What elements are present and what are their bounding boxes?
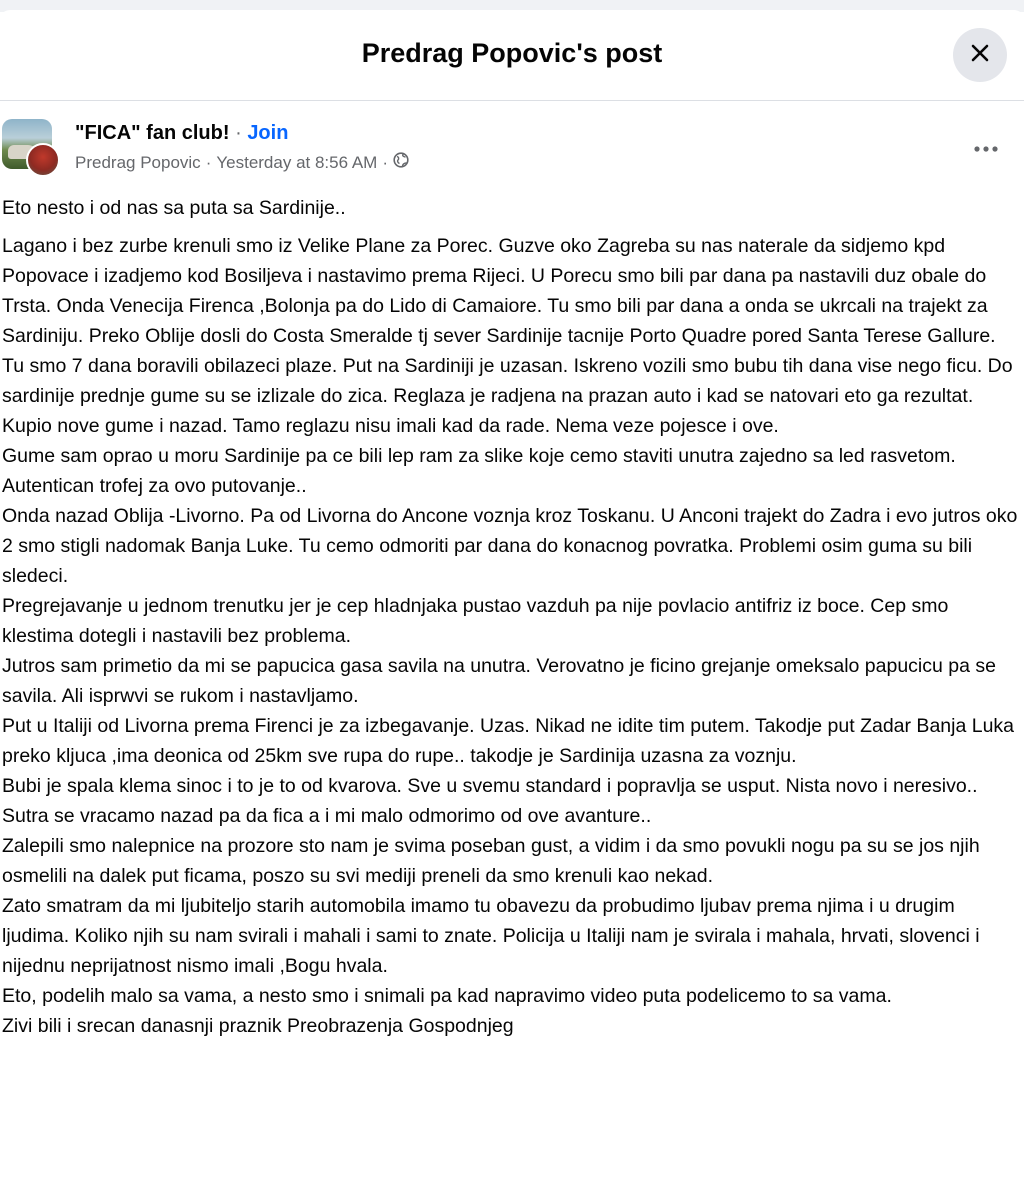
more-options-icon: [973, 140, 999, 158]
user-avatar[interactable]: [26, 143, 60, 177]
join-link[interactable]: Join: [247, 122, 289, 144]
post-paragraph: Zalepili smo nalepnice na prozore sto nam je svima poseban gust, a vidim i da smo povukli nogu pa su se jos njih osmelili na dalek put ficama, poszo su svi mediji preneli da smo krenuli kao nekad.: [2, 835, 986, 887]
post-first-line: Eto nesto i od nas sa puta sa Sardinije..: [2, 197, 346, 219]
post-paragraph: Jutros sam primetio da mi se papucica gasa savila na unutra. Verovatno je ficino grejanje omeksalo papucicu pa se savila. Ali isprwvi se rukom i nastavljamo.: [2, 655, 1002, 707]
post-text: [2, 193, 1023, 1041]
separator: ·: [235, 122, 242, 144]
close-icon: [970, 43, 990, 68]
post-paragraph: Pregrejavanje u jednom trenutku jer je cep hladnjaka pustao vazduh pa nije povlacio antifriz iz boce. Cep smo klestima dotegli i nastavili bez problema.: [2, 595, 954, 647]
dialog-title: Predrag Popovic's post: [361, 38, 663, 68]
post-paragraph: Put u Italiji od Livorna prema Firenci je za izbegavanje. Uzas. Nikad ne idite tim putem. Takodje put Zadar Banja Luka preko kljuca ,ima deonica od 25km sve rupa do rupe.. takodje je Sardinija uzasna za voznju.: [2, 715, 1020, 767]
timestamp-link[interactable]: Yesterday at 8:56 AM: [216, 152, 378, 172]
author-link[interactable]: Predrag Popovic: [75, 152, 201, 172]
post-paragraph: Zato smatram da mi ljubiteljo starih automobila imamo tu obavezu da probudimo ljubav prema njima i u drugim ljudima. Koliko njih su nam svirali i mahali i sami to znate. Policija u Italiji nam je svirala i mahala, hrvati, slovenci i nijednu neprijatnost nismo imali ,Bogu hvala.: [2, 895, 985, 977]
post-paragraph: Lagano i bez zurbe krenuli smo iz Velike Plane za Porec. Guzve oko Zagreba su nas naterale da sidjemo kpd Popovace i izadjemo kod Bosiljeva i nastavimo prema Rijeci. U Porecu smo bili par dana pa nastavili duz obale do Trsta. Onda Venecija Firenca ,Bolonja pa do Lido di Camaiore. Tu smo bili par dana a onda se ukrcali na trajekt za Sardiniju. Preko Oblije dosli do Costa Smeralde tj sever Sardinije tacnije Porto Quadre pored Santa Terese Gallure.: [2, 235, 996, 347]
more-options-button[interactable]: [964, 133, 1008, 165]
post-paragraph: Sutra se vracamo nazad pa da fica a i mi malo odmorimo od ove avanture..: [2, 805, 652, 827]
post-paragraph: Onda nazad Oblija -Livorno. Pa od Livorna do Ancone voznja kroz Toskanu. U Anconi trajekt do Zadra i evo jutros oko 2 smo stigli nadomak Banja Luke. Tu cemo odmoriti par dana do konacnog povratka. Problemi osim guma su bili sledeci.: [2, 505, 1023, 587]
post-dialog: [0, 10, 1024, 1204]
post-paragraph: Tu smo 7 dana boravili obilazeci plaze. Put na Sardiniji je uzasan. Iskreno vozili smo bubu tih dana vise nego ficu. Do sardinije prednje gume su se izlizale do zica. Reglaza je radjena na prazan auto i kad se natovari eto ga rezultat. Kupio nove gume i nazad. Tamo reglazu nisu imali kad da rade. Nema veze pojesce i ove.: [2, 355, 1019, 437]
post-paragraph: Zivi bili i srecan danasnji praznik Preobrazenja Gospodnjeg: [2, 1015, 514, 1037]
globe-icon[interactable]: [393, 152, 409, 173]
post-paragraph: Bubi je spala klema sinoc i to je to od kvarova. Sve u svemu standard i popravlja se usput. Nista novo i neresivo..: [2, 775, 978, 797]
close-button[interactable]: [953, 28, 1007, 82]
post-meta: [75, 152, 414, 173]
separator: ·: [382, 152, 389, 172]
group-line: [75, 122, 288, 145]
dialog-header: [0, 10, 1024, 101]
post-paragraph: Gume sam oprao u moru Sardinije pa ce bili lep ram za slike koje cemo staviti unutra zajedno sa led rasvetom. Autentican trofej za ovo putovanje..: [2, 445, 961, 497]
post-paragraph: Eto, podelih malo sa vama, a nesto smo i snimali pa kad napravimo video puta podelicemo to sa vama.: [2, 985, 892, 1007]
avatar[interactable]: [2, 119, 58, 175]
separator: ·: [205, 152, 212, 172]
post-header: [0, 101, 1024, 193]
group-name-link[interactable]: "FICA" fan club!: [75, 122, 230, 144]
